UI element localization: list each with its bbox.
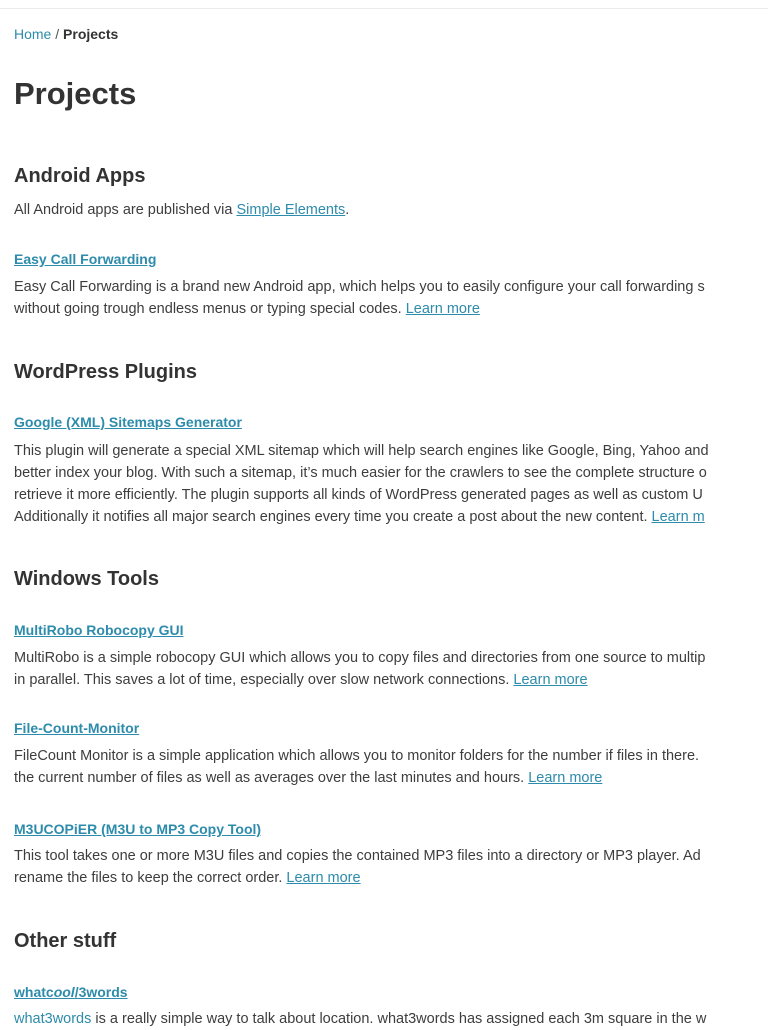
multirobo-learn-more-link[interactable]: Learn more (513, 672, 588, 688)
project-title-easy-call-forwarding (14, 251, 156, 267)
filecount-desc-text: the current number of files as well as averages over the last minutes and hours. (14, 770, 529, 786)
top-bar (0, 0, 768, 9)
android-intro-text: All Android apps are published via (14, 202, 237, 218)
project-title-file-count-monitor (14, 720, 139, 736)
whatcool-3words-link[interactable]: whatcool/3words (14, 984, 128, 1000)
easy-call-learn-more-link[interactable]: Learn more (405, 301, 480, 317)
whatcool-title-part3: 3words (78, 984, 128, 1000)
sitemaps-generator-link[interactable]: Google (XML) Sitemaps Generator (14, 414, 242, 430)
breadcrumb-separator: / (51, 26, 64, 42)
m3ucopier-desc-text: rename the files to keep the correct order. (14, 870, 287, 886)
simple-elements-link[interactable]: Simple Elements (236, 202, 346, 218)
whatcool-desc-text: is a really simple way to talk about location. what3words has assigned each 3m square in the w (91, 1011, 707, 1027)
easy-call-desc-line1: Easy Call Forwarding is a brand new Android app, which helps you to easily configure your call forwarding s (14, 279, 705, 295)
multirobo-desc-text: in parallel. This saves a lot of time, especially over slow network connections. (14, 672, 514, 688)
sitemaps-desc-text: Additionally it notifies all major search engines every time you create a post about the new content. (14, 509, 652, 525)
project-title-whatcool (14, 984, 128, 1000)
filecount-desc-line2 (14, 767, 602, 789)
project-title-multirobo (14, 622, 184, 638)
android-intro-end: . (345, 202, 350, 218)
section-heading-other: Other stuff (14, 930, 117, 952)
sitemaps-desc-line1: This plugin will generate a special XML sitemap which will help search engines like Google, Bing, Yahoo and (14, 443, 709, 459)
section-heading-windows: Windows Tools (14, 568, 159, 590)
multirobo-desc-line1: MultiRobo is a simple robocopy GUI which allows you to copy files and directories from one source to multip (14, 650, 706, 666)
easy-call-desc-text: without going trough endless menus or typing special codes. (14, 301, 406, 317)
easy-call-desc-line2 (14, 298, 480, 320)
whatcool-title-part2: ool (53, 984, 75, 1000)
breadcrumb (14, 26, 118, 42)
m3ucopier-desc-line2 (14, 867, 361, 889)
whatcool-desc-line1 (14, 1008, 706, 1030)
filecount-desc-line1: FileCount Monitor is a simple application which allows you to monitor folders for the number if files in there. (14, 748, 700, 764)
breadcrumb-current: Projects (63, 26, 119, 42)
m3ucopier-learn-more-link[interactable]: Learn more (286, 870, 361, 886)
section-heading-wordpress: WordPress Plugins (14, 361, 198, 383)
section-heading-android: Android Apps (14, 165, 146, 187)
project-title-m3ucopier (14, 821, 261, 837)
multirobo-desc-line2 (14, 669, 588, 691)
android-intro (14, 199, 349, 221)
whatcool-title-part1: whatc (14, 984, 54, 1000)
m3ucopier-desc-line1: This tool takes one or more M3U files and copies the contained MP3 files into a directory or MP3 player. Ad (14, 848, 701, 864)
m3ucopier-link[interactable]: M3UCOPiER (M3U to MP3 Copy Tool) (14, 821, 262, 837)
sitemaps-desc-line2: better index your blog. With such a sitemap, it’s much easier for the crawlers to see the complete structure o (14, 465, 707, 481)
multirobo-link[interactable]: MultiRobo Robocopy GUI (14, 622, 184, 638)
filecount-learn-more-link[interactable]: Learn more (528, 770, 603, 786)
sitemaps-learn-more-link[interactable]: Learn m (651, 509, 705, 525)
sitemaps-desc-line4 (14, 506, 705, 528)
file-count-monitor-link[interactable]: File-Count-Monitor (14, 720, 140, 736)
sitemaps-desc-line3: retrieve it more efficiently. The plugin supports all kinds of WordPress generated pages as well as custom U (14, 487, 703, 503)
project-title-sitemaps (14, 414, 242, 430)
page-title: Projects (14, 76, 137, 111)
breadcrumb-home-link[interactable]: Home (14, 26, 52, 42)
easy-call-forwarding-link[interactable]: Easy Call Forwarding (14, 251, 157, 267)
what3words-link[interactable]: what3words (14, 1011, 92, 1027)
